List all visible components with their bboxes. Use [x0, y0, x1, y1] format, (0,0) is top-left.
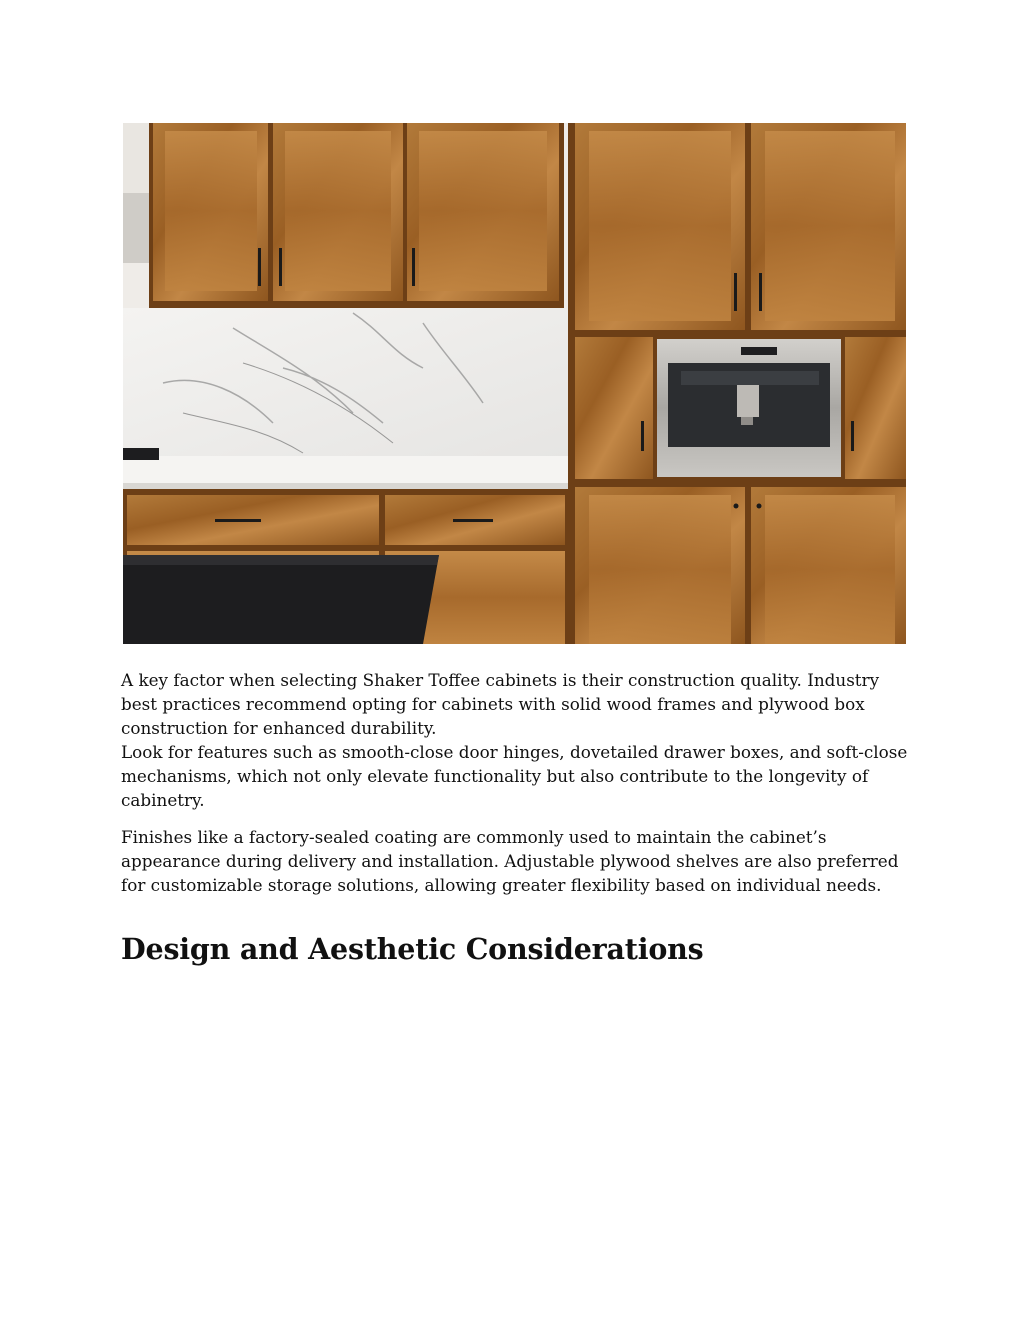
construction-quality-text: A key factor when selecting Shaker Toffee cabinets is their construction quality. Industry best practices recommend opting for cabinets with solid wood frames and plywood box construction for enhanced durability.: [121, 670, 880, 738]
paragraph-finishes: Finishes like a factory-sealed coating are commonly used to maintain the cabinet’s appearance during delivery and installation. Adjustable plywood shelves are also preferred for customizable storage solutions, allowing greater flexibility based on individual needs.: [121, 827, 899, 895]
kitchen-cabinets-photo: [123, 123, 906, 644]
marble-backsplash: [123, 308, 568, 458]
section-heading: Design and Aesthetic Considerations: [121, 932, 704, 966]
paragraph-construction-quality: [121, 668, 911, 812]
features-text: Look for features such as smooth-close door hinges, dovetailed drawer boxes, and soft-close mechanisms, which not only elevate functionality but also contribute to the longevity of cabinetry.: [121, 742, 908, 810]
article-body: [121, 668, 911, 897]
dark-island-counter: [123, 555, 439, 644]
